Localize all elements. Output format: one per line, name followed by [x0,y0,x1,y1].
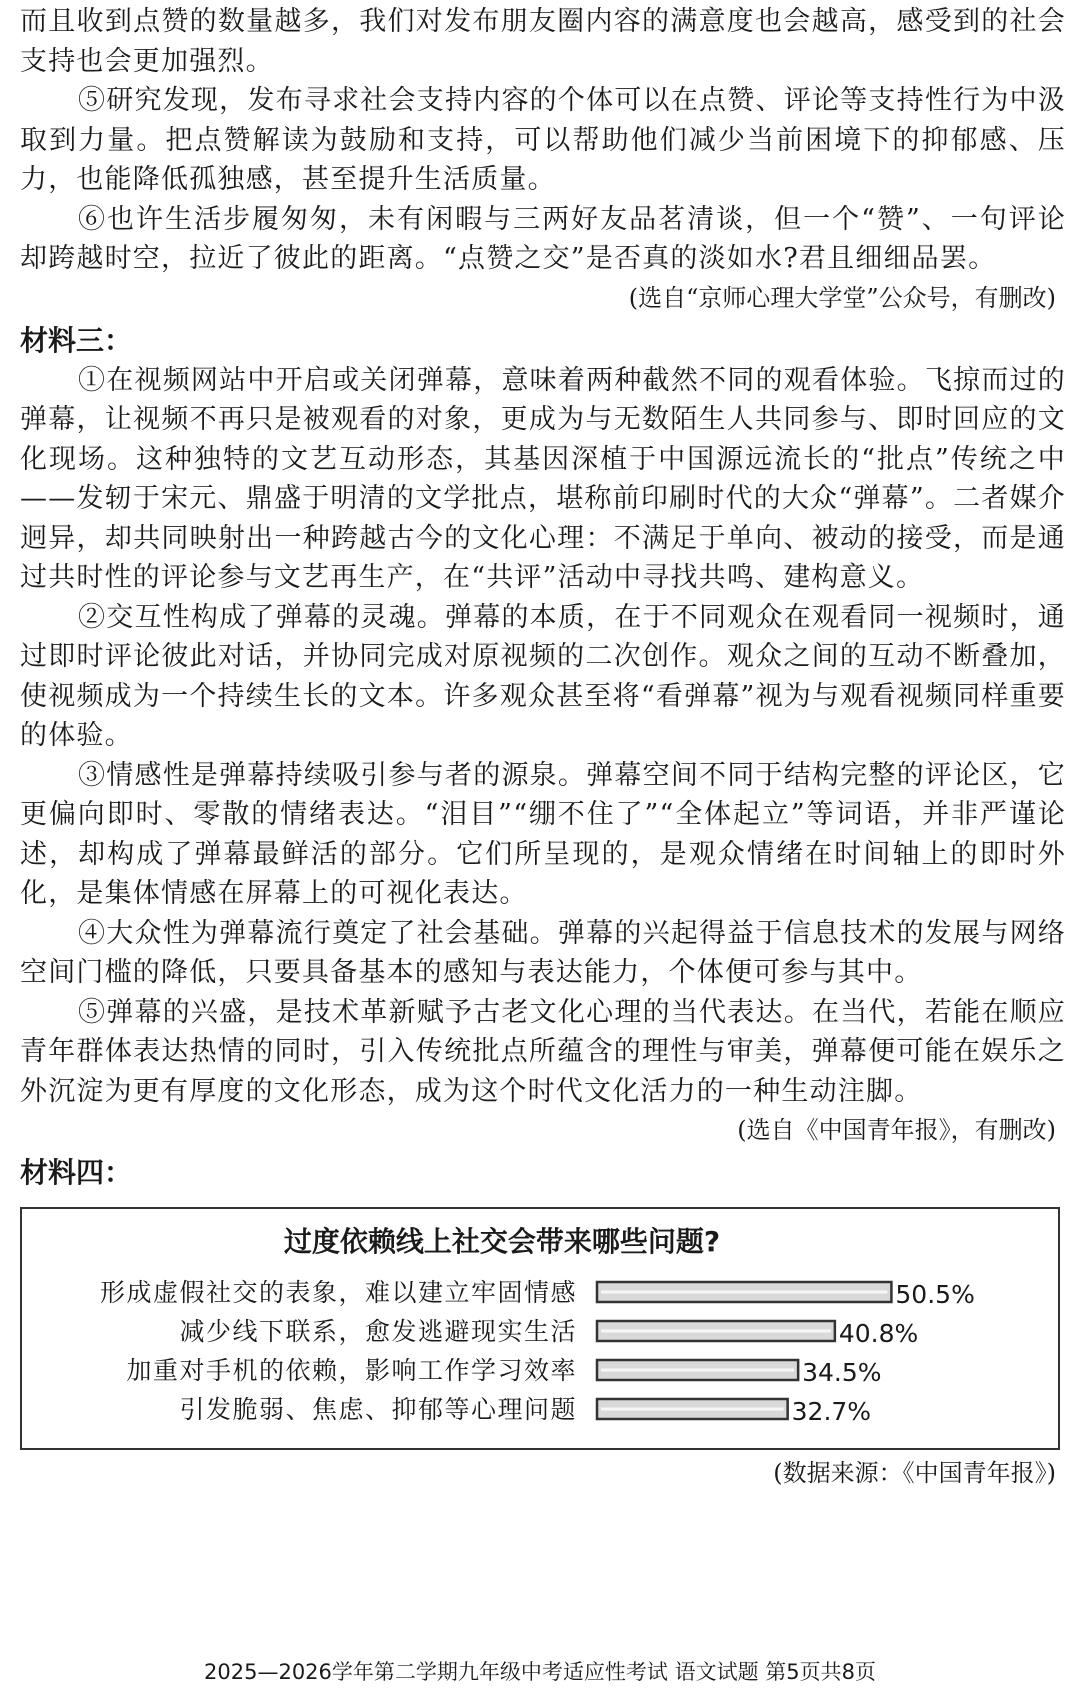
value-label: 40.8% [838,1319,919,1348]
source-m4: (数据来源：《中国青年报》) [773,1459,1056,1487]
paragraph-m3-1: ①在视频网站中开启或关闭弹幕，意味着两种截然不同的观看体验。飞掠而过的弹幕，让视频不再只是被观看的对象，更成为与无数陌生人共同参与、即时回应的文化现场。这种独特的文艺互动形态，其基因深植于中国源远流长的“批点”传统之中——发轫于宋元、鼎盛于明清的文学批点，堪称前印刷时代的大众“弹幕”。二者媒介迥异，却共同映射出一种跨越古今的文化心理：不满足于单向、被动的接受，而是通过共时性的评论参与文艺再生产，在“共评”活动中寻找共鸣、建构意义。 [20,364,1066,593]
source-m3: (选自《中国青年报》，有删改) [737,1116,1056,1144]
paragraph-m3-4: ④大众性为弹幕流行奠定了社会基础。弹幕的兴起得益于信息技术的发展与网络空间门槛的降低，只要具备基本的感知与表达能力，个体便可参与其中。 [20,917,1066,988]
paragraph-m3-5: ⑤弹幕的兴盛，是技术革新赋予古老文化心理的当代表达。在当代，若能在顺应青年群体表达热情的同时，引入传统批点所蕴含的理性与审美，弹幕便可能在娱乐之外沉淀为更有厚度的文化形态，成为这个时代文化活力的一种生动注脚。 [20,996,1066,1107]
chart-title: 过度依赖线上社交会带来哪些问题? [283,1225,721,1258]
bar-chart-svg [22,1209,1058,1448]
exam-page [0,2,1080,1697]
category-label: 引发脆弱、焦虑、抑郁等心理问题 [179,1395,577,1424]
paragraph-continuation: 而且收到点赞的数量越多，我们对发布朋友圈内容的满意度也会越高，感受到的社会支持也会更加强烈。 [20,6,1066,77]
paragraph-m3-2: ②交互性构成了弹幕的灵魂。弹幕的本质，在于不同观众在观看同一视频时，通过即时评论彼此对话，并协同完成对原视频的二次创作。观众之间的互动不断叠加，使视频成为一个持续生长的文本。许多观众甚至将“看弹幕”视为与观看视频同样重要的体验。 [20,601,1066,751]
page-footer: 2025—2026学年第二学期九年级中考适应性考试 语文试题 第5页共8页 [204,1660,876,1684]
category-label: 减少线下联系，愈发逃避现实生活 [179,1317,577,1346]
source-m2: (选自“京师心理大学堂”公众号，有删改) [628,283,1056,312]
heading-material-4: 材料四： [20,1156,133,1189]
value-label: 34.5% [802,1358,882,1387]
value-label: 32.7% [791,1397,872,1426]
chart-online-social-problems [20,1207,1060,1450]
paragraph-m2-5: ⑤研究发现，发布寻求社会支持内容的个体可以在点赞、评论等支持性行为中汲取到力量。把点赞解读为鼓励和支持，可以帮助他们减少当前困境下的抑郁感、压力，也能降低孤独感，甚至提升生活质量。 [20,85,1066,195]
paragraph-m3-3: ③情感性是弹幕持续吸引参与者的源泉。弹幕空间不同于结构完整的评论区，它更偏向即时、零散的情绪表达。“泪目”“绷不住了”“全体起立”等词语，并非严谨论述，却构成了弹幕最鲜活的部分。它们所呈现的，是观众情绪在时间轴上的即时外化，是集体情感在屏幕上的可视化表达。 [20,759,1066,909]
value-label: 50.5% [895,1280,975,1309]
category-label: 加重对手机的依赖，影响工作学习效率 [126,1356,577,1385]
category-label: 形成虚假社交的表象，难以建立牢固情感 [99,1278,577,1307]
heading-material-3: 材料三： [20,323,133,357]
paragraph-m2-6: ⑥也许生活步履匆匆，未有闲暇与三两好友品茗清谈，但一个“赞”、一句评论却跨越时空，拉近了彼此的距离。“点赞之交”是否真的淡如水?君且细细品罢。 [20,203,1066,274]
